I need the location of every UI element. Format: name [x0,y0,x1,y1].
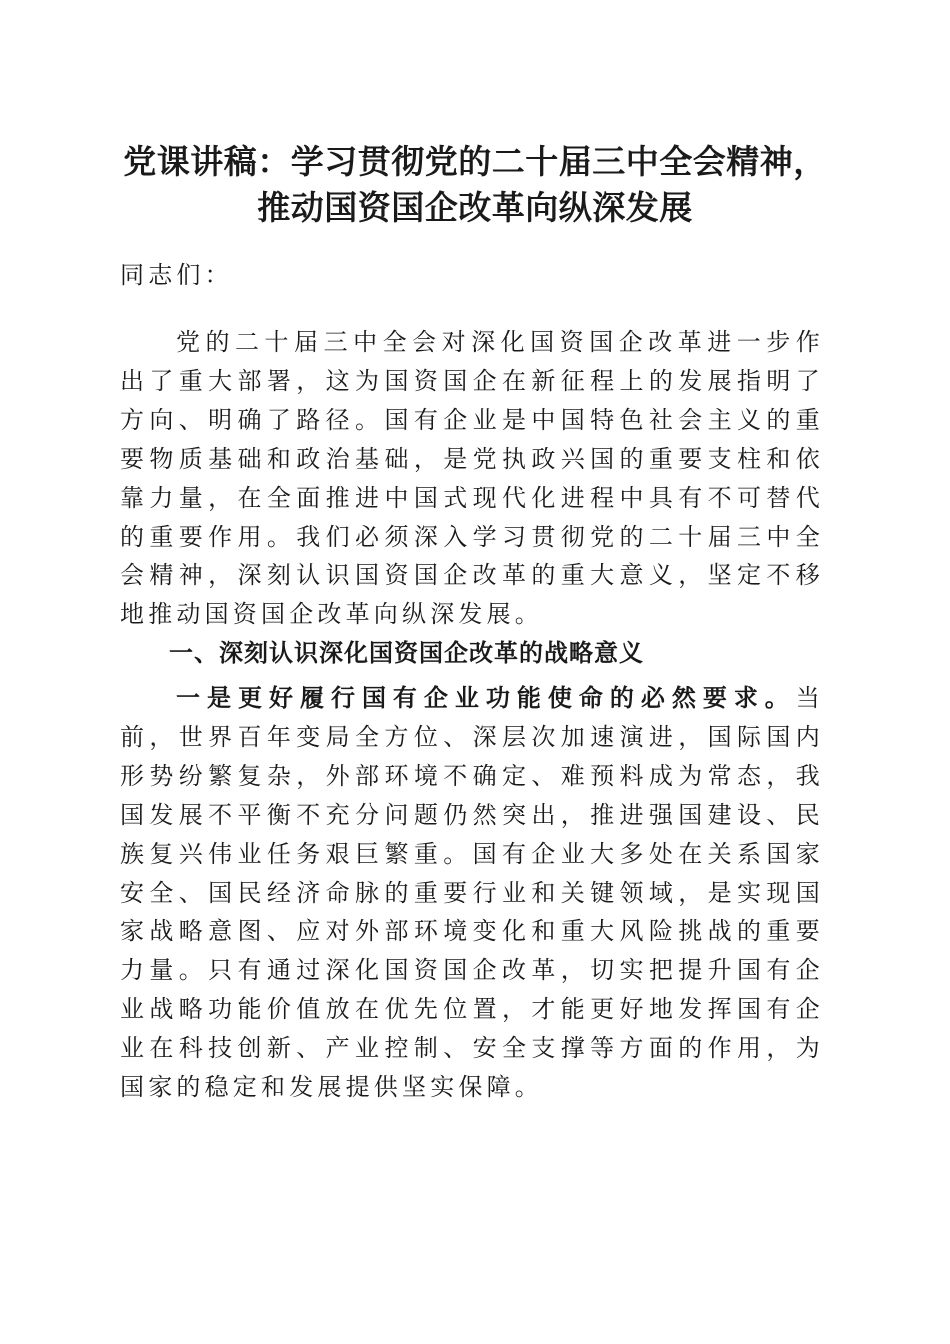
paragraph-lead-sentence: 一是更好履行国有企业功能使命的必然要求。 [176,683,796,712]
salutation: 同志们： [120,261,233,289]
paragraph-point-1 [120,679,824,1107]
paragraph-body-text: 当前，世界百年变局全方位、深层次加速演进，国际国内形势纷繁复杂，外部环境不确定、难预料成为常态，我国发展不平衡不充分问题仍然突出，推进强国建设、民族复兴伟业任务艰巨繁重。国有企业大多处在关系国家安全、国民经济命脉的重要行业和关键领域，是实现国家战略意图、应对外部环境变化和重大风险挑战的重要力量。只有通过深化国资国企改革，切实把提升国有企业战略功能价值放在优先位置，才能更好地发挥国有企业在科技创新、产业控制、安全支撑等方面的作用，为国家的稳定和发展提供坚实保障。 [120,684,824,1102]
section-heading-1: 一、深刻认识深化国资国企改革的战略意义 [169,639,644,667]
paragraph-intro: 党的二十届三中全会对深化国资国企改革进一步作出了重大部署，这为国资国企在新征程上的发展指明了方向、明确了路径。国有企业是中国特色社会主义的重要物质基础和政治基础，是党执政兴国的重要支柱和依靠力量，在全面推进中国式现代化进程中具有不可替代的重要作用。我们必须深入学习贯彻党的二十届三中全会精神，深刻认识国资国企改革的重大意义，坚定不移地推动国资国企改革向纵深发展。 [120,328,824,629]
document-title-line-1: 党课讲稿：学习贯彻党的二十届三中全会精神， [123,142,827,181]
document-title-line-2: 推动国资国企改革向纵深发展 [257,188,693,227]
